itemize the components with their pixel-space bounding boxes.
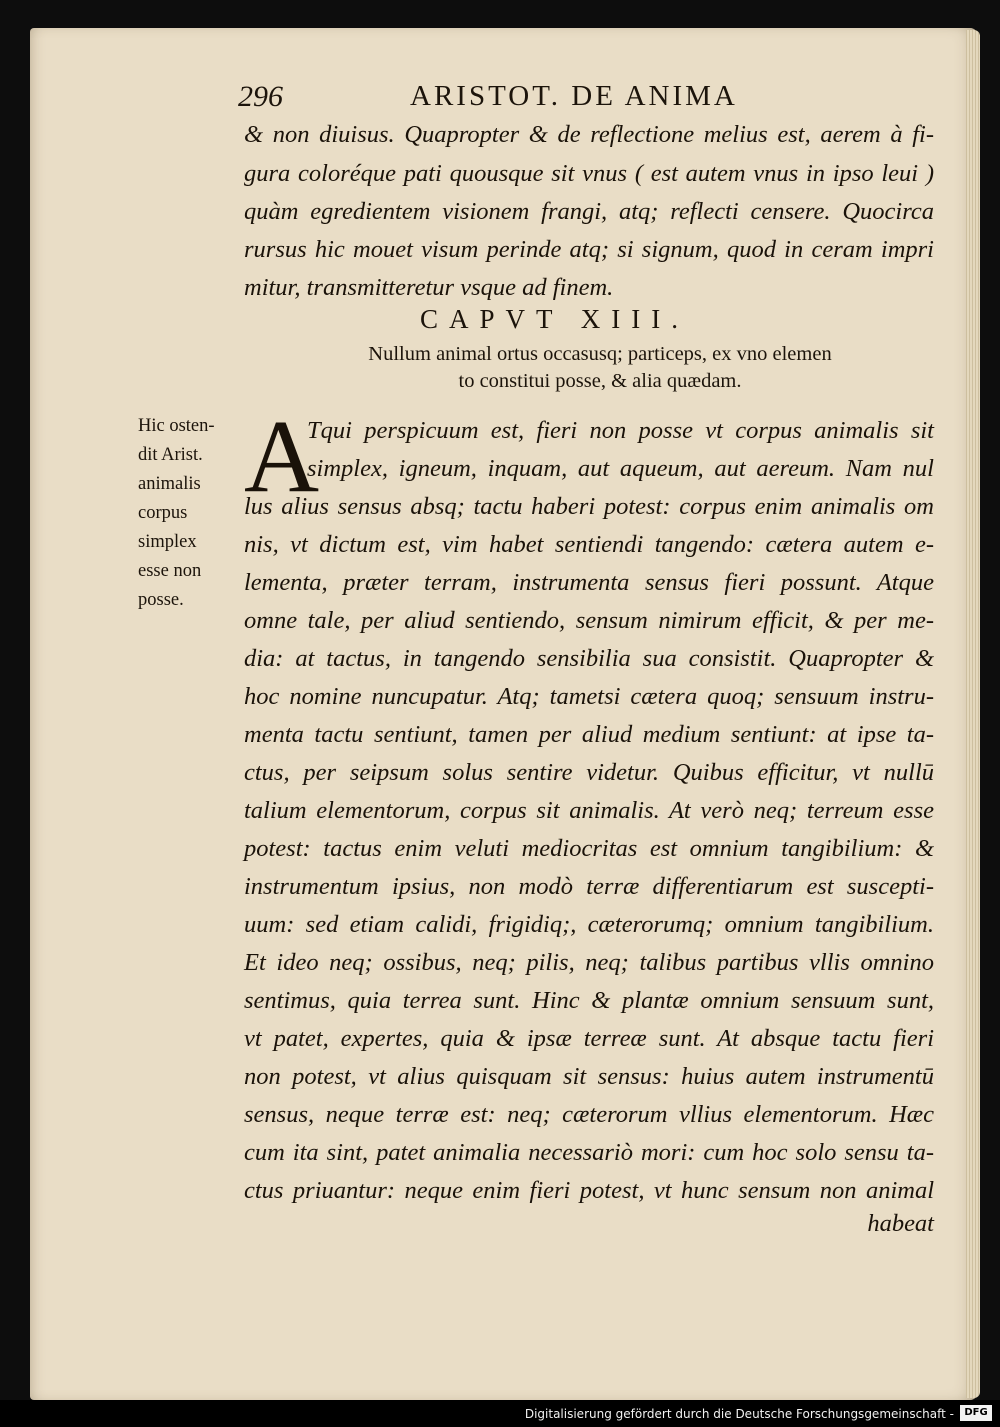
text-line: & non diuisus. Quapropter & de reflectione melius est, aerem à fi-: [244, 121, 934, 148]
text-line: sentimus, quia terrea sunt. Hinc & plantæ omnium sensuum sunt,: [244, 987, 934, 1014]
margin-note-line: Hic osten-: [138, 416, 215, 436]
page-edge: [966, 30, 980, 1398]
text-line: quàm egredientem visionem frangi, atq; reflecti censere. Quocirca: [244, 198, 934, 225]
text-line: uum: sed etiam calidi, frigidiq;, cæterorumq; omnium tangibilium.: [244, 911, 934, 938]
page-number: 296: [238, 80, 283, 113]
text-line: simplex, igneum, inquam, aut aqueum, aut aereum. Nam nul: [307, 455, 934, 482]
text-line: menta tactu sentiunt, tamen per aliud medium sentiunt: at ipse ta-: [244, 721, 934, 748]
text-line: ctus priuantur: neque enim fieri potest, vt hunc sensum non animal: [244, 1177, 934, 1204]
digitization-footer: [0, 1400, 1000, 1427]
margin-note-line: posse.: [138, 590, 184, 610]
margin-note-line: esse non: [138, 561, 202, 581]
text-line: potest: tactus enim veluti mediocritas est omnium tangibilium: &: [244, 835, 934, 862]
drop-cap: A: [244, 399, 320, 514]
text-line: sensus, neque terræ est: neq; cæterorum vllius elementorum. Hæc: [244, 1101, 934, 1128]
text-line: gura coloréque pati quousque sit vnus ( est autem vnus in ipso leui ): [244, 160, 934, 187]
margin-note-line: corpus: [138, 503, 188, 523]
chapter-summary-line: to constitui posse, & alia quædam.: [458, 370, 742, 392]
text-line: instrumentum ipsius, non modò terræ differentiarum est suscepti-: [244, 873, 934, 900]
text-line: vt patet, expertes, quia & ipsæ terreæ sunt. At absque tactu fieri: [244, 1025, 934, 1052]
margin-note-line: simplex: [138, 532, 197, 552]
text-line: hoc nomine nuncupatur. Atq; tametsi cætera quoq; sensuum instru-: [244, 683, 934, 710]
text-line: Tqui perspicuum est, fieri non posse vt corpus animalis sit: [307, 417, 934, 444]
margin-note: [138, 412, 238, 615]
text-line: dia: at tactus, in tangendo sensibilia sua consistit. Quapropter &: [244, 645, 934, 672]
page-header: [230, 80, 770, 120]
text-line: lus alius sensus absq; tactu haberi potest: corpus enim animalis om: [244, 493, 934, 520]
chapter-title: CAPVT XIII.: [420, 304, 689, 334]
text-line: talium elementorum, corpus sit animalis. At verò neq; terreum esse: [244, 797, 934, 824]
text-line: Et ideo neq; ossibus, neq; pilis, neq; talibus partibus vllis omnino: [244, 949, 934, 976]
footer-credit: Digitalisierung gefördert durch die Deutsche Forschungsgemeinschaft -: [524, 1407, 954, 1421]
text-line: lementa, præter terram, instrumenta sensus fieri possunt. Atque: [244, 569, 934, 596]
text-line: cum ita sint, patet animalia necessariò mori: cum hoc solo sensu ta-: [244, 1139, 934, 1166]
text-line: omne tale, per aliud sentiendo, sensum nimirum efficit, & per me-: [244, 607, 934, 634]
dfg-logo-icon: DFG: [960, 1405, 992, 1421]
text-line: mitur, transmitteretur vsque ad finem.: [244, 274, 614, 301]
margin-note-line: animalis: [138, 474, 201, 494]
text-line: ctus, per seipsum solus sentire videtur. Quibus efficitur, vt nullū: [244, 759, 934, 786]
margin-note-line: dit Arist.: [138, 445, 203, 465]
text-line: rursus hic mouet visum perinde atq; si signum, quod in ceram impri: [244, 236, 934, 263]
catchword: habeat: [867, 1210, 934, 1237]
chapter-summary-line: Nullum animal ortus occasusq; particeps, ex vno elemen: [368, 343, 832, 365]
running-title: ARISTOT. DE ANIMA: [410, 80, 738, 112]
text-line: nis, vt dictum est, vim habet sentiendi tangendo: cætera autem e-: [244, 531, 934, 558]
text-line: non potest, vt alius quisquam sit sensus: huius autem instrumentū: [244, 1063, 934, 1090]
